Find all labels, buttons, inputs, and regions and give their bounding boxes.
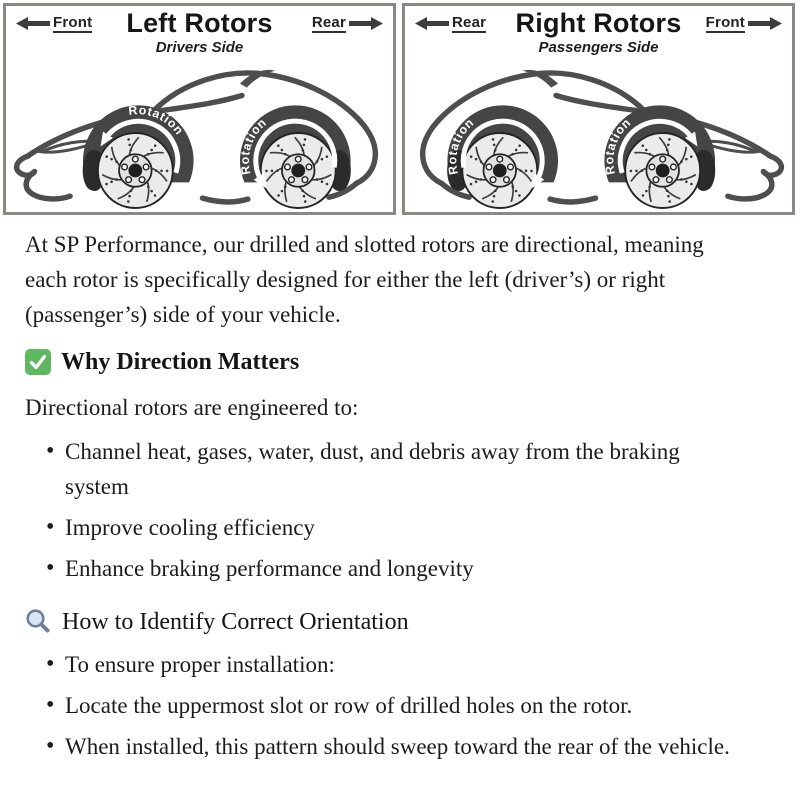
- panel-title: Right Rotors: [515, 8, 682, 38]
- intro-paragraph: At SP Performance, our drilled and slotted rotors are directional, meaning each rotor is specifically designed for either the left (driver’s) or right (passenger’s) side of your vehicle.: [25, 232, 704, 328]
- direction-label-text: Rear: [311, 14, 346, 31]
- rotation-label: Rotation: [445, 115, 477, 176]
- orientation-steps-list: [25, 647, 776, 765]
- direction-label-text: Front: [705, 14, 745, 31]
- rotation-label: Rotation: [602, 115, 634, 176]
- check-mark-icon: [25, 349, 51, 375]
- car-illustration-right-side: [405, 54, 792, 210]
- bullet-item: • Channel heat, gases, water, dust, and debris away from the braking system: [65, 434, 725, 504]
- diagram-panel-right-rotors: [402, 3, 795, 215]
- bullet-item: • Improve cooling efficiency: [65, 510, 725, 545]
- panel-header: [6, 6, 393, 56]
- panel-subtitle: Passengers Side: [538, 39, 659, 56]
- arrow-left-icon: [16, 17, 50, 30]
- bullet-item: • Enhance braking performance and longevity: [65, 551, 725, 586]
- section-heading-identify-orientation: [25, 607, 776, 637]
- rotation-label: Rotation: [127, 103, 187, 138]
- bullet-item: • To ensure proper installation:: [65, 647, 765, 682]
- panel-subtitle: Drivers Side: [155, 39, 244, 56]
- magnifying-glass-icon: [25, 608, 52, 635]
- section-lead: Directional rotors are engineered to:: [25, 394, 359, 420]
- arrow-left-icon: [415, 17, 449, 30]
- direction-label-text: Front: [53, 14, 93, 31]
- diagram-panel-left-rotors: [3, 3, 396, 215]
- rotation-label: Rotation: [237, 115, 270, 176]
- section-heading-why-direction-matters: [25, 347, 776, 377]
- car-illustration-left-side: [6, 54, 393, 210]
- front-direction-label: [16, 15, 92, 33]
- section-heading-text: How to Identify Correct Orientation: [62, 608, 409, 635]
- benefits-list: [25, 434, 776, 587]
- bullet-item: • Locate the uppermost slot or row of drilled holes on the rotor.: [65, 688, 765, 723]
- rotor-direction-diagram: [0, 0, 800, 215]
- rear-direction-label: [312, 15, 383, 33]
- rear-direction-label: [415, 15, 486, 33]
- front-direction-label: [706, 15, 782, 33]
- arrow-right-icon: [748, 17, 782, 30]
- section-heading-text: Why Direction Matters: [61, 348, 300, 375]
- panel-title: Left Rotors: [126, 8, 273, 38]
- panel-header: [405, 6, 792, 56]
- article-body: [0, 215, 800, 764]
- direction-label-text: Rear: [452, 14, 487, 31]
- bullet-item: • When installed, this pattern should sweep toward the rear of the vehicle.: [65, 729, 765, 764]
- arrow-right-icon: [349, 17, 383, 30]
